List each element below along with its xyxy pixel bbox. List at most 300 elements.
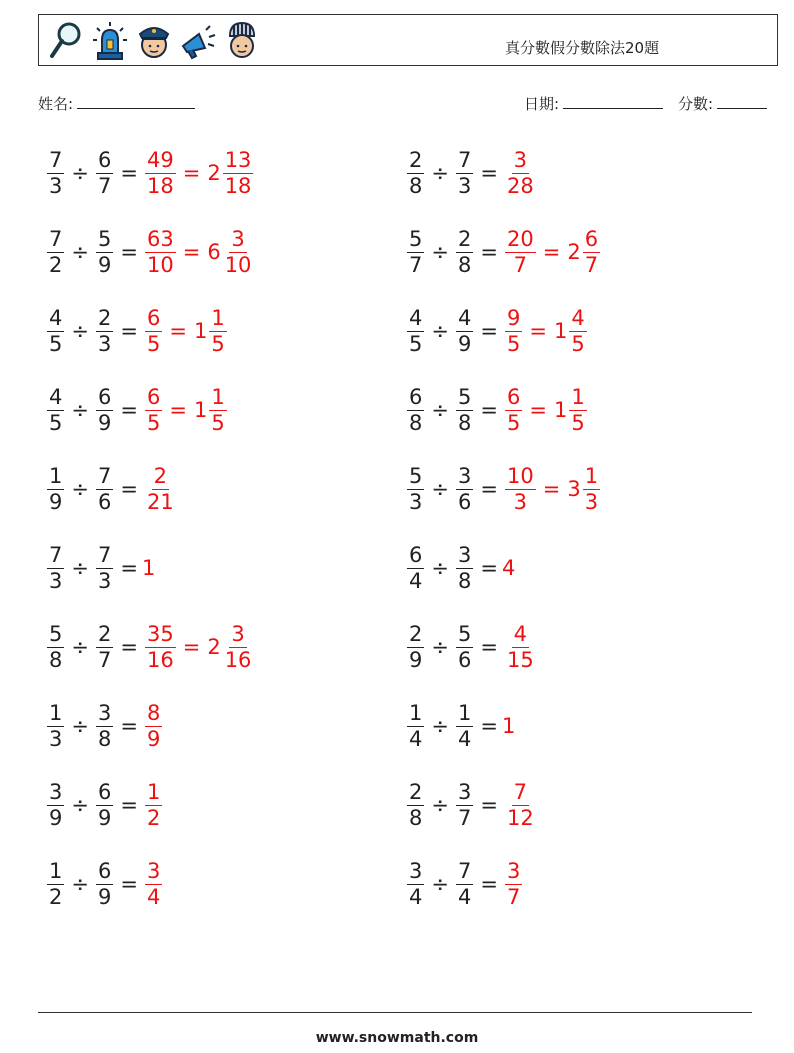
divide-sign: ÷ bbox=[71, 240, 89, 264]
footer-divider bbox=[38, 1012, 752, 1013]
answer-whole: 1 bbox=[141, 556, 156, 580]
mixed-fraction-denominator: 3 bbox=[584, 489, 599, 514]
divide-sign: ÷ bbox=[431, 240, 449, 264]
answer bbox=[142, 700, 165, 751]
dividend-fraction-numerator: 1 bbox=[409, 700, 423, 725]
divide-sign: ÷ bbox=[71, 793, 89, 817]
divisor-fraction-numerator: 7 bbox=[97, 463, 112, 488]
answer-equals-sign: = bbox=[529, 398, 547, 422]
problem-row bbox=[44, 694, 165, 758]
score-field bbox=[678, 93, 767, 114]
answer bbox=[502, 779, 539, 830]
divisor-fraction-numerator: 3 bbox=[97, 700, 112, 725]
answer bbox=[142, 305, 230, 356]
dividend-fraction-numerator: 1 bbox=[49, 858, 63, 883]
equals-sign: = bbox=[120, 556, 138, 580]
dividend-fraction bbox=[407, 463, 424, 514]
dividend-fraction bbox=[47, 779, 64, 830]
equals-sign: = bbox=[480, 240, 498, 264]
dividend-fraction-numerator: 2 bbox=[409, 147, 423, 172]
answer-fraction-denominator: 5 bbox=[506, 331, 521, 356]
dividend-fraction-numerator: 3 bbox=[409, 858, 423, 883]
divisor-fraction-denominator: 6 bbox=[457, 647, 472, 672]
dividend-fraction bbox=[47, 226, 64, 277]
divisor-fraction bbox=[96, 463, 113, 514]
dividend-fraction bbox=[407, 700, 424, 751]
divisor-fraction-numerator: 5 bbox=[457, 384, 472, 409]
divisor-fraction-numerator: 7 bbox=[457, 147, 472, 172]
dividend-fraction-numerator: 5 bbox=[409, 226, 423, 251]
answer bbox=[142, 463, 179, 514]
answer-fraction bbox=[145, 858, 162, 909]
answer bbox=[142, 779, 165, 830]
divisor-fraction bbox=[456, 542, 473, 593]
answer-fraction bbox=[145, 779, 162, 830]
divisor-fraction-denominator: 8 bbox=[457, 410, 472, 435]
answer-fraction-numerator: 3 bbox=[513, 147, 528, 172]
divide-sign: ÷ bbox=[71, 872, 89, 896]
police-officer-icon bbox=[135, 20, 173, 62]
problem-row bbox=[44, 536, 155, 600]
equals-sign: = bbox=[480, 714, 498, 738]
dividend-fraction-denominator: 4 bbox=[409, 726, 423, 751]
divisor-fraction-numerator: 3 bbox=[457, 542, 472, 567]
equals-sign: = bbox=[120, 714, 138, 738]
name-blank[interactable] bbox=[77, 96, 195, 109]
divide-sign: ÷ bbox=[431, 319, 449, 343]
dividend-fraction bbox=[47, 463, 64, 514]
mixed-fraction-denominator: 16 bbox=[224, 647, 252, 672]
answer bbox=[502, 714, 515, 738]
equals-sign: = bbox=[120, 398, 138, 422]
equals-sign: = bbox=[120, 240, 138, 264]
divide-sign: ÷ bbox=[71, 477, 89, 501]
equals-sign: = bbox=[120, 161, 138, 185]
answer-fraction-denominator: 16 bbox=[146, 647, 174, 672]
answer-fraction bbox=[145, 700, 162, 751]
mixed-fraction-numerator: 13 bbox=[224, 147, 252, 172]
dividend-fraction bbox=[407, 384, 424, 435]
problem-row bbox=[44, 378, 230, 442]
name-field bbox=[38, 93, 195, 114]
divide-sign: ÷ bbox=[431, 872, 449, 896]
dividend-fraction-numerator: 7 bbox=[49, 226, 63, 251]
dividend-fraction bbox=[407, 779, 424, 830]
equals-sign: = bbox=[480, 319, 498, 343]
answer-fraction-numerator: 20 bbox=[506, 226, 534, 251]
divisor-fraction bbox=[456, 463, 473, 514]
equals-sign: = bbox=[480, 398, 498, 422]
answer-fraction-denominator: 4 bbox=[146, 884, 161, 909]
dividend-fraction bbox=[407, 147, 424, 198]
dividend-fraction bbox=[407, 305, 424, 356]
equals-sign: = bbox=[120, 872, 138, 896]
answer-fraction-denominator: 5 bbox=[506, 410, 521, 435]
divisor-fraction-numerator: 3 bbox=[457, 779, 472, 804]
mixed-fraction bbox=[209, 384, 226, 435]
answer-fraction bbox=[145, 305, 162, 356]
dividend-fraction-numerator: 6 bbox=[409, 384, 423, 409]
divisor-fraction-numerator: 5 bbox=[457, 621, 472, 646]
answer-fraction-denominator: 7 bbox=[506, 884, 521, 909]
answer-fraction-denominator: 9 bbox=[146, 726, 161, 751]
dividend-fraction-denominator: 7 bbox=[409, 252, 423, 277]
divisor-fraction-denominator: 8 bbox=[457, 568, 472, 593]
dividend-fraction-numerator: 4 bbox=[49, 305, 63, 330]
problem-row bbox=[404, 536, 515, 600]
divide-sign: ÷ bbox=[71, 556, 89, 580]
answer-equals-sign: = bbox=[542, 477, 561, 501]
divisor-fraction bbox=[96, 384, 113, 435]
divide-sign: ÷ bbox=[71, 161, 89, 185]
date-field bbox=[524, 93, 663, 114]
answer-fraction bbox=[505, 621, 536, 672]
divisor-fraction-denominator: 9 bbox=[97, 252, 112, 277]
mixed-fraction-numerator: 3 bbox=[231, 226, 245, 251]
divisor-fraction-denominator: 7 bbox=[457, 805, 472, 830]
divisor-fraction-numerator: 4 bbox=[457, 305, 472, 330]
divisor-fraction-denominator: 8 bbox=[457, 252, 472, 277]
prisoner-icon bbox=[223, 20, 261, 62]
answer-fraction-numerator: 63 bbox=[146, 226, 174, 251]
divisor-fraction-numerator: 2 bbox=[97, 621, 112, 646]
mixed-fraction-denominator: 5 bbox=[571, 410, 585, 435]
problem-row bbox=[404, 852, 525, 916]
dividend-fraction-numerator: 1 bbox=[49, 700, 63, 725]
divisor-fraction-denominator: 3 bbox=[457, 173, 472, 198]
problem-row bbox=[404, 457, 603, 521]
answer-equals-sign: = bbox=[182, 161, 201, 185]
mixed-whole: 2 bbox=[567, 240, 581, 264]
dividend-fraction-denominator: 5 bbox=[49, 410, 63, 435]
dividend-fraction-denominator: 3 bbox=[49, 568, 63, 593]
mixed-fraction bbox=[223, 226, 254, 277]
problem-row bbox=[44, 299, 230, 363]
dividend-fraction bbox=[47, 147, 64, 198]
mixed-whole: 1 bbox=[193, 398, 208, 422]
dividend-fraction bbox=[47, 858, 64, 909]
answer-equals-sign: = bbox=[182, 240, 201, 264]
divisor-fraction-numerator: 1 bbox=[457, 700, 472, 725]
worksheet-header bbox=[38, 14, 778, 66]
answer-fraction-denominator: 10 bbox=[146, 252, 174, 277]
divisor-fraction-denominator: 9 bbox=[457, 331, 472, 356]
mixed-whole: 2 bbox=[207, 161, 221, 185]
equals-sign: = bbox=[120, 319, 138, 343]
divisor-fraction-denominator: 9 bbox=[97, 805, 112, 830]
equals-sign: = bbox=[480, 635, 498, 659]
answer-fraction bbox=[505, 384, 522, 435]
dividend-fraction bbox=[407, 621, 424, 672]
siren-icon bbox=[91, 20, 129, 62]
answer-equals-sign: = bbox=[169, 319, 187, 343]
answer bbox=[142, 147, 256, 198]
divisor-fraction bbox=[456, 226, 473, 277]
problem-row bbox=[44, 615, 256, 679]
dividend-fraction-denominator: 8 bbox=[409, 410, 423, 435]
divisor-fraction bbox=[456, 147, 473, 198]
divisor-fraction-denominator: 3 bbox=[97, 568, 112, 593]
problem-row bbox=[404, 694, 515, 758]
divisor-fraction-denominator: 7 bbox=[97, 647, 112, 672]
megaphone-icon bbox=[179, 20, 217, 62]
answer-fraction bbox=[505, 858, 522, 909]
answer-fraction-numerator: 2 bbox=[153, 463, 168, 488]
equals-sign: = bbox=[480, 477, 498, 501]
divisor-fraction bbox=[96, 700, 113, 751]
divisor-fraction bbox=[96, 147, 113, 198]
answer bbox=[142, 226, 256, 277]
dividend-fraction-denominator: 9 bbox=[49, 805, 63, 830]
dividend-fraction-numerator: 4 bbox=[409, 305, 423, 330]
answer-fraction-numerator: 6 bbox=[506, 384, 521, 409]
mixed-whole: 2 bbox=[207, 635, 221, 659]
equals-sign: = bbox=[480, 793, 498, 817]
dividend-fraction-denominator: 2 bbox=[49, 884, 63, 909]
answer-equals-sign: = bbox=[182, 635, 201, 659]
answer-fraction bbox=[505, 779, 536, 830]
answer-fraction bbox=[505, 226, 536, 277]
divide-sign: ÷ bbox=[431, 161, 449, 185]
mixed-fraction-numerator: 1 bbox=[584, 463, 599, 488]
dividend-fraction bbox=[47, 542, 64, 593]
dividend-fraction-numerator: 6 bbox=[409, 542, 423, 567]
dividend-fraction-denominator: 3 bbox=[49, 173, 63, 198]
footer-url: www.snowmath.com bbox=[315, 1030, 479, 1046]
divisor-fraction bbox=[456, 700, 473, 751]
dividend-fraction-denominator: 4 bbox=[409, 568, 423, 593]
divide-sign: ÷ bbox=[431, 714, 449, 738]
mixed-fraction-numerator: 1 bbox=[211, 305, 225, 330]
divide-sign: ÷ bbox=[431, 398, 449, 422]
answer-fraction-numerator: 49 bbox=[146, 147, 174, 172]
dividend-fraction-numerator: 7 bbox=[49, 147, 63, 172]
answer-fraction-denominator: 15 bbox=[506, 647, 534, 672]
answer-fraction-numerator: 6 bbox=[146, 305, 161, 330]
divisor-fraction-numerator: 7 bbox=[97, 542, 112, 567]
answer-fraction bbox=[145, 384, 162, 435]
divide-sign: ÷ bbox=[431, 635, 449, 659]
answer-fraction-numerator: 1 bbox=[146, 779, 161, 804]
answer bbox=[502, 384, 590, 435]
name-label: 姓名: bbox=[38, 95, 74, 113]
equals-sign: = bbox=[480, 161, 498, 185]
dividend-fraction-numerator: 7 bbox=[49, 542, 63, 567]
mixed-fraction-denominator: 5 bbox=[211, 331, 225, 356]
divide-sign: ÷ bbox=[431, 793, 449, 817]
problem-row bbox=[404, 615, 539, 679]
divisor-fraction bbox=[96, 858, 113, 909]
divisor-fraction bbox=[456, 858, 473, 909]
mixed-whole: 1 bbox=[553, 398, 568, 422]
dividend-fraction-numerator: 4 bbox=[49, 384, 63, 409]
divisor-fraction-numerator: 7 bbox=[457, 858, 472, 883]
divide-sign: ÷ bbox=[431, 477, 449, 501]
problem-row bbox=[44, 457, 179, 521]
dividend-fraction bbox=[47, 700, 64, 751]
mixed-whole: 1 bbox=[193, 319, 208, 343]
mixed-fraction bbox=[569, 305, 586, 356]
answer-fraction-numerator: 3 bbox=[506, 858, 521, 883]
divisor-fraction-denominator: 4 bbox=[457, 884, 472, 909]
mixed-fraction bbox=[583, 226, 600, 277]
worksheet-title: 真分數假分數除法20題 bbox=[505, 39, 660, 57]
dividend-fraction bbox=[47, 305, 64, 356]
divisor-fraction-denominator: 7 bbox=[97, 173, 112, 198]
answer bbox=[142, 858, 165, 909]
divisor-fraction bbox=[96, 542, 113, 593]
answer-fraction-denominator: 2 bbox=[146, 805, 161, 830]
divisor-fraction-numerator: 2 bbox=[457, 226, 472, 251]
answer-fraction bbox=[145, 463, 176, 514]
problem-row bbox=[404, 299, 590, 363]
answer bbox=[502, 621, 539, 672]
dividend-fraction-numerator: 2 bbox=[409, 779, 423, 804]
answer-equals-sign: = bbox=[542, 240, 561, 264]
divisor-fraction bbox=[96, 621, 113, 672]
divisor-fraction bbox=[456, 305, 473, 356]
dividend-fraction-denominator: 5 bbox=[409, 331, 423, 356]
answer-fraction-denominator: 5 bbox=[146, 331, 161, 356]
answer-fraction-numerator: 35 bbox=[146, 621, 174, 646]
dividend-fraction bbox=[407, 858, 424, 909]
dividend-fraction-numerator: 5 bbox=[49, 621, 63, 646]
dividend-fraction bbox=[47, 621, 64, 672]
answer bbox=[502, 147, 539, 198]
divisor-fraction-denominator: 9 bbox=[97, 410, 112, 435]
divisor-fraction-numerator: 5 bbox=[97, 226, 112, 251]
dividend-fraction-numerator: 5 bbox=[409, 463, 423, 488]
answer-fraction-denominator: 7 bbox=[513, 252, 528, 277]
problem-row bbox=[404, 378, 590, 442]
dividend-fraction-numerator: 1 bbox=[49, 463, 63, 488]
answer-equals-sign: = bbox=[169, 398, 187, 422]
answer-fraction-numerator: 4 bbox=[513, 621, 528, 646]
mixed-fraction bbox=[209, 305, 226, 356]
date-blank[interactable] bbox=[563, 96, 663, 109]
equals-sign: = bbox=[480, 872, 498, 896]
dividend-fraction-numerator: 3 bbox=[49, 779, 63, 804]
dividend-fraction-denominator: 8 bbox=[409, 805, 423, 830]
problem-row bbox=[404, 141, 539, 205]
problem-row bbox=[44, 141, 256, 205]
answer-fraction-denominator: 28 bbox=[506, 173, 534, 198]
problem-row bbox=[44, 773, 165, 837]
equals-sign: = bbox=[480, 556, 498, 580]
divide-sign: ÷ bbox=[71, 319, 89, 343]
date-label: 日期: bbox=[524, 95, 560, 113]
mixed-whole: 1 bbox=[553, 319, 568, 343]
answer-fraction-denominator: 3 bbox=[513, 489, 528, 514]
score-label: 分數: bbox=[678, 95, 714, 113]
equals-sign: = bbox=[120, 477, 138, 501]
divisor-fraction-numerator: 3 bbox=[457, 463, 472, 488]
dividend-fraction-denominator: 8 bbox=[409, 173, 423, 198]
divide-sign: ÷ bbox=[71, 398, 89, 422]
divisor-fraction-denominator: 8 bbox=[97, 726, 112, 751]
mixed-fraction bbox=[583, 463, 600, 514]
answer-fraction-numerator: 8 bbox=[146, 700, 161, 725]
dividend-fraction-denominator: 5 bbox=[49, 331, 63, 356]
divisor-fraction-denominator: 6 bbox=[457, 489, 472, 514]
divisor-fraction bbox=[456, 779, 473, 830]
mixed-fraction bbox=[223, 147, 254, 198]
answer-fraction-numerator: 9 bbox=[506, 305, 521, 330]
dividend-fraction-denominator: 4 bbox=[409, 884, 423, 909]
answer-fraction bbox=[505, 147, 536, 198]
problem-row bbox=[44, 852, 165, 916]
answer bbox=[502, 226, 603, 277]
mixed-fraction-numerator: 6 bbox=[584, 226, 599, 251]
mixed-fraction-numerator: 1 bbox=[211, 384, 225, 409]
dividend-fraction-numerator: 2 bbox=[409, 621, 423, 646]
mixed-fraction-numerator: 3 bbox=[231, 621, 245, 646]
mixed-fraction-numerator: 1 bbox=[571, 384, 585, 409]
dividend-fraction bbox=[407, 226, 424, 277]
answer-fraction bbox=[145, 621, 176, 672]
answer-fraction bbox=[145, 147, 176, 198]
problem-row bbox=[404, 220, 603, 284]
problem-row bbox=[44, 220, 256, 284]
answer-whole: 4 bbox=[501, 556, 516, 580]
mixed-fraction-denominator: 18 bbox=[224, 173, 252, 198]
dividend-fraction-denominator: 9 bbox=[49, 489, 63, 514]
divisor-fraction-denominator: 6 bbox=[97, 489, 112, 514]
answer-whole: 1 bbox=[501, 714, 516, 738]
divisor-fraction-denominator: 3 bbox=[97, 331, 112, 356]
answer-fraction bbox=[145, 226, 176, 277]
answer bbox=[142, 384, 230, 435]
divisor-fraction bbox=[456, 621, 473, 672]
divisor-fraction-denominator: 4 bbox=[457, 726, 472, 751]
dividend-fraction-denominator: 2 bbox=[49, 252, 63, 277]
answer bbox=[502, 556, 515, 580]
answer-fraction-denominator: 18 bbox=[146, 173, 174, 198]
mixed-fraction-denominator: 7 bbox=[584, 252, 599, 277]
dividend-fraction-denominator: 8 bbox=[49, 647, 63, 672]
divide-sign: ÷ bbox=[71, 635, 89, 659]
dividend-fraction bbox=[407, 542, 424, 593]
answer-fraction-numerator: 7 bbox=[513, 779, 528, 804]
answer bbox=[502, 463, 603, 514]
answer-fraction bbox=[505, 463, 536, 514]
divisor-fraction-numerator: 6 bbox=[97, 384, 112, 409]
mixed-whole: 3 bbox=[567, 477, 581, 501]
answer-fraction-denominator: 5 bbox=[146, 410, 161, 435]
header-icons bbox=[47, 19, 261, 63]
dividend-fraction-denominator: 3 bbox=[49, 726, 63, 751]
divide-sign: ÷ bbox=[431, 556, 449, 580]
mixed-fraction-denominator: 5 bbox=[571, 331, 585, 356]
divisor-fraction bbox=[96, 226, 113, 277]
mixed-fraction bbox=[223, 621, 254, 672]
mixed-fraction-denominator: 5 bbox=[211, 410, 225, 435]
divisor-fraction bbox=[96, 779, 113, 830]
mixed-fraction bbox=[569, 384, 586, 435]
divisor-fraction-numerator: 2 bbox=[97, 305, 112, 330]
dividend-fraction bbox=[47, 384, 64, 435]
answer-fraction-denominator: 12 bbox=[506, 805, 534, 830]
equals-sign: = bbox=[120, 635, 138, 659]
answer-fraction-numerator: 10 bbox=[506, 463, 534, 488]
answer-fraction-numerator: 3 bbox=[146, 858, 161, 883]
answer-fraction-numerator: 6 bbox=[146, 384, 161, 409]
answer-equals-sign: = bbox=[529, 319, 547, 343]
score-blank[interactable] bbox=[717, 96, 767, 109]
divisor-fraction bbox=[96, 305, 113, 356]
divisor-fraction-numerator: 6 bbox=[97, 779, 112, 804]
answer bbox=[502, 305, 590, 356]
